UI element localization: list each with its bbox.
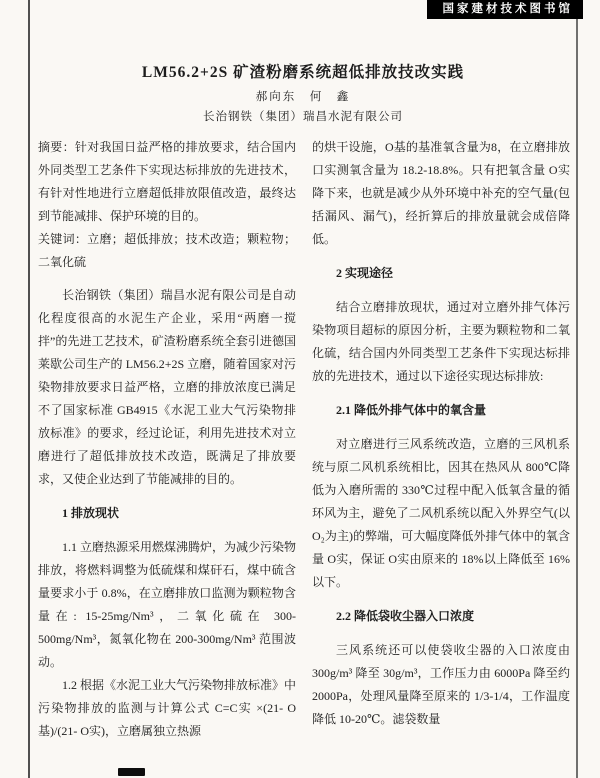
paper-authors: 郝向东 何 鑫: [255, 91, 351, 103]
continuation-paragraph: 的烘干设施，O基的基准氧含量为8，在立磨排放口实测氧含量为 18.2-18.8%。只有把氧含量 O实降下来，也就是减少从外环境中补充的空气量(包括漏风、漏气)，经折算后的排放量就会成倍降低。: [312, 140, 570, 246]
paragraph-2: 结合立磨排放现状，通过对立磨外排气体污染物项目超标的原因分析，主要为颗粒物和二氧化硫，结合国内外同类型工艺条件下实现达标排放的先进技术，通过以下途径实现达标排放:: [312, 300, 570, 383]
section-heading-2: 2 实现途径: [336, 266, 394, 280]
intro-paragraph: 长治钢铁（集团）瑞昌水泥有限公司是自动化程度很高的水泥生产企业，采用“两磨一搅拌”的先进工艺技术，矿渣粉磨系统全套引进德国莱歇公司生产的 LM56.2+2S 立磨，随着国家对污染物排放要求日益严格，立磨的排放浓度已满足不了国家标准 GB4915《水泥工业大气污染物排放标准》的要求，经过论证，利用先进技术对立磨进行了超低排放技术改造，既满足了排放要求，又使企业达到了节能减排的目的。: [38, 288, 296, 486]
paragraph-2-1: 对立磨进行三风系统改造，立磨的三风机系统与原二风机系统相比，因其在热风从 800℃降低为入磨所需的 330℃过程中配入低氧含量的循环风为主，避免了二风机系统以配入外界空气(以 O₂为主)的弊端，可大幅度降低外排气体中的氧含量 O实，保证 O实由原来的 18%以上降低至 16%以下。: [312, 437, 570, 589]
paper-title: LM56.2+2S 矿渣粉磨系统超低排放技改实践: [141, 64, 465, 81]
right-column: [312, 136, 570, 743]
section-heading-2-1: 2.1 降低外排气体中的氧含量: [336, 403, 487, 417]
paragraph-1-1: 1.1 立磨热源采用燃煤沸腾炉，为减少污染物排放，将燃料调整为低硫煤和煤矸石，煤中硫含量要求小于 0.8%，在立磨排放口监测为颗粒物含量在: 15-25mg/Nm³，二氧化硫在 300-500mg/Nm³，氮氧化物在 200-300mg/Nm³ 范围波动。: [38, 540, 297, 669]
left-column: [38, 136, 296, 743]
body-columns: [38, 136, 570, 743]
scan-edge-left: [28, 0, 30, 778]
paragraph-2-2: 三风系统还可以使袋收尘器的入口浓度由 300g/m³ 降至 30g/m³，工作压力由 6000Pa 降至约 2000Pa，处理风量降至原来的 1/3-1/4，工作温度降低 10-20℃。滤袋数量: [312, 643, 570, 726]
library-stamp: 国家建材技术图书馆: [427, 0, 584, 19]
paragraph-1-2: 1.2 根据《水泥工业大气污染物排放标准》中污染物排放的监测与计算公式 C=C实 ×(21- O基)/(21- O实)，立磨属独立热源: [38, 678, 297, 738]
keywords-paragraph: 关键词：立磨；超低排放；技术改造；颗粒物；二氧化硫: [38, 232, 296, 269]
paper-affiliation: 长治钢铁（集团）瑞昌水泥有限公司: [203, 111, 403, 123]
section-heading-2-2: 2.2 降低袋收尘器入口浓度: [336, 609, 475, 623]
scan-artifact-mark: [118, 768, 145, 776]
section-heading-1: 1 排放现状: [62, 506, 120, 520]
scan-edge-right: [576, 0, 578, 778]
abstract-paragraph: 摘要：针对我国日益严格的排放要求，结合国内外同类型工艺条件下实现达标排放的先进技术，有针对性地进行立磨超低排放限值改造，最终达到节能减排、保护环境的目的。: [38, 140, 296, 223]
